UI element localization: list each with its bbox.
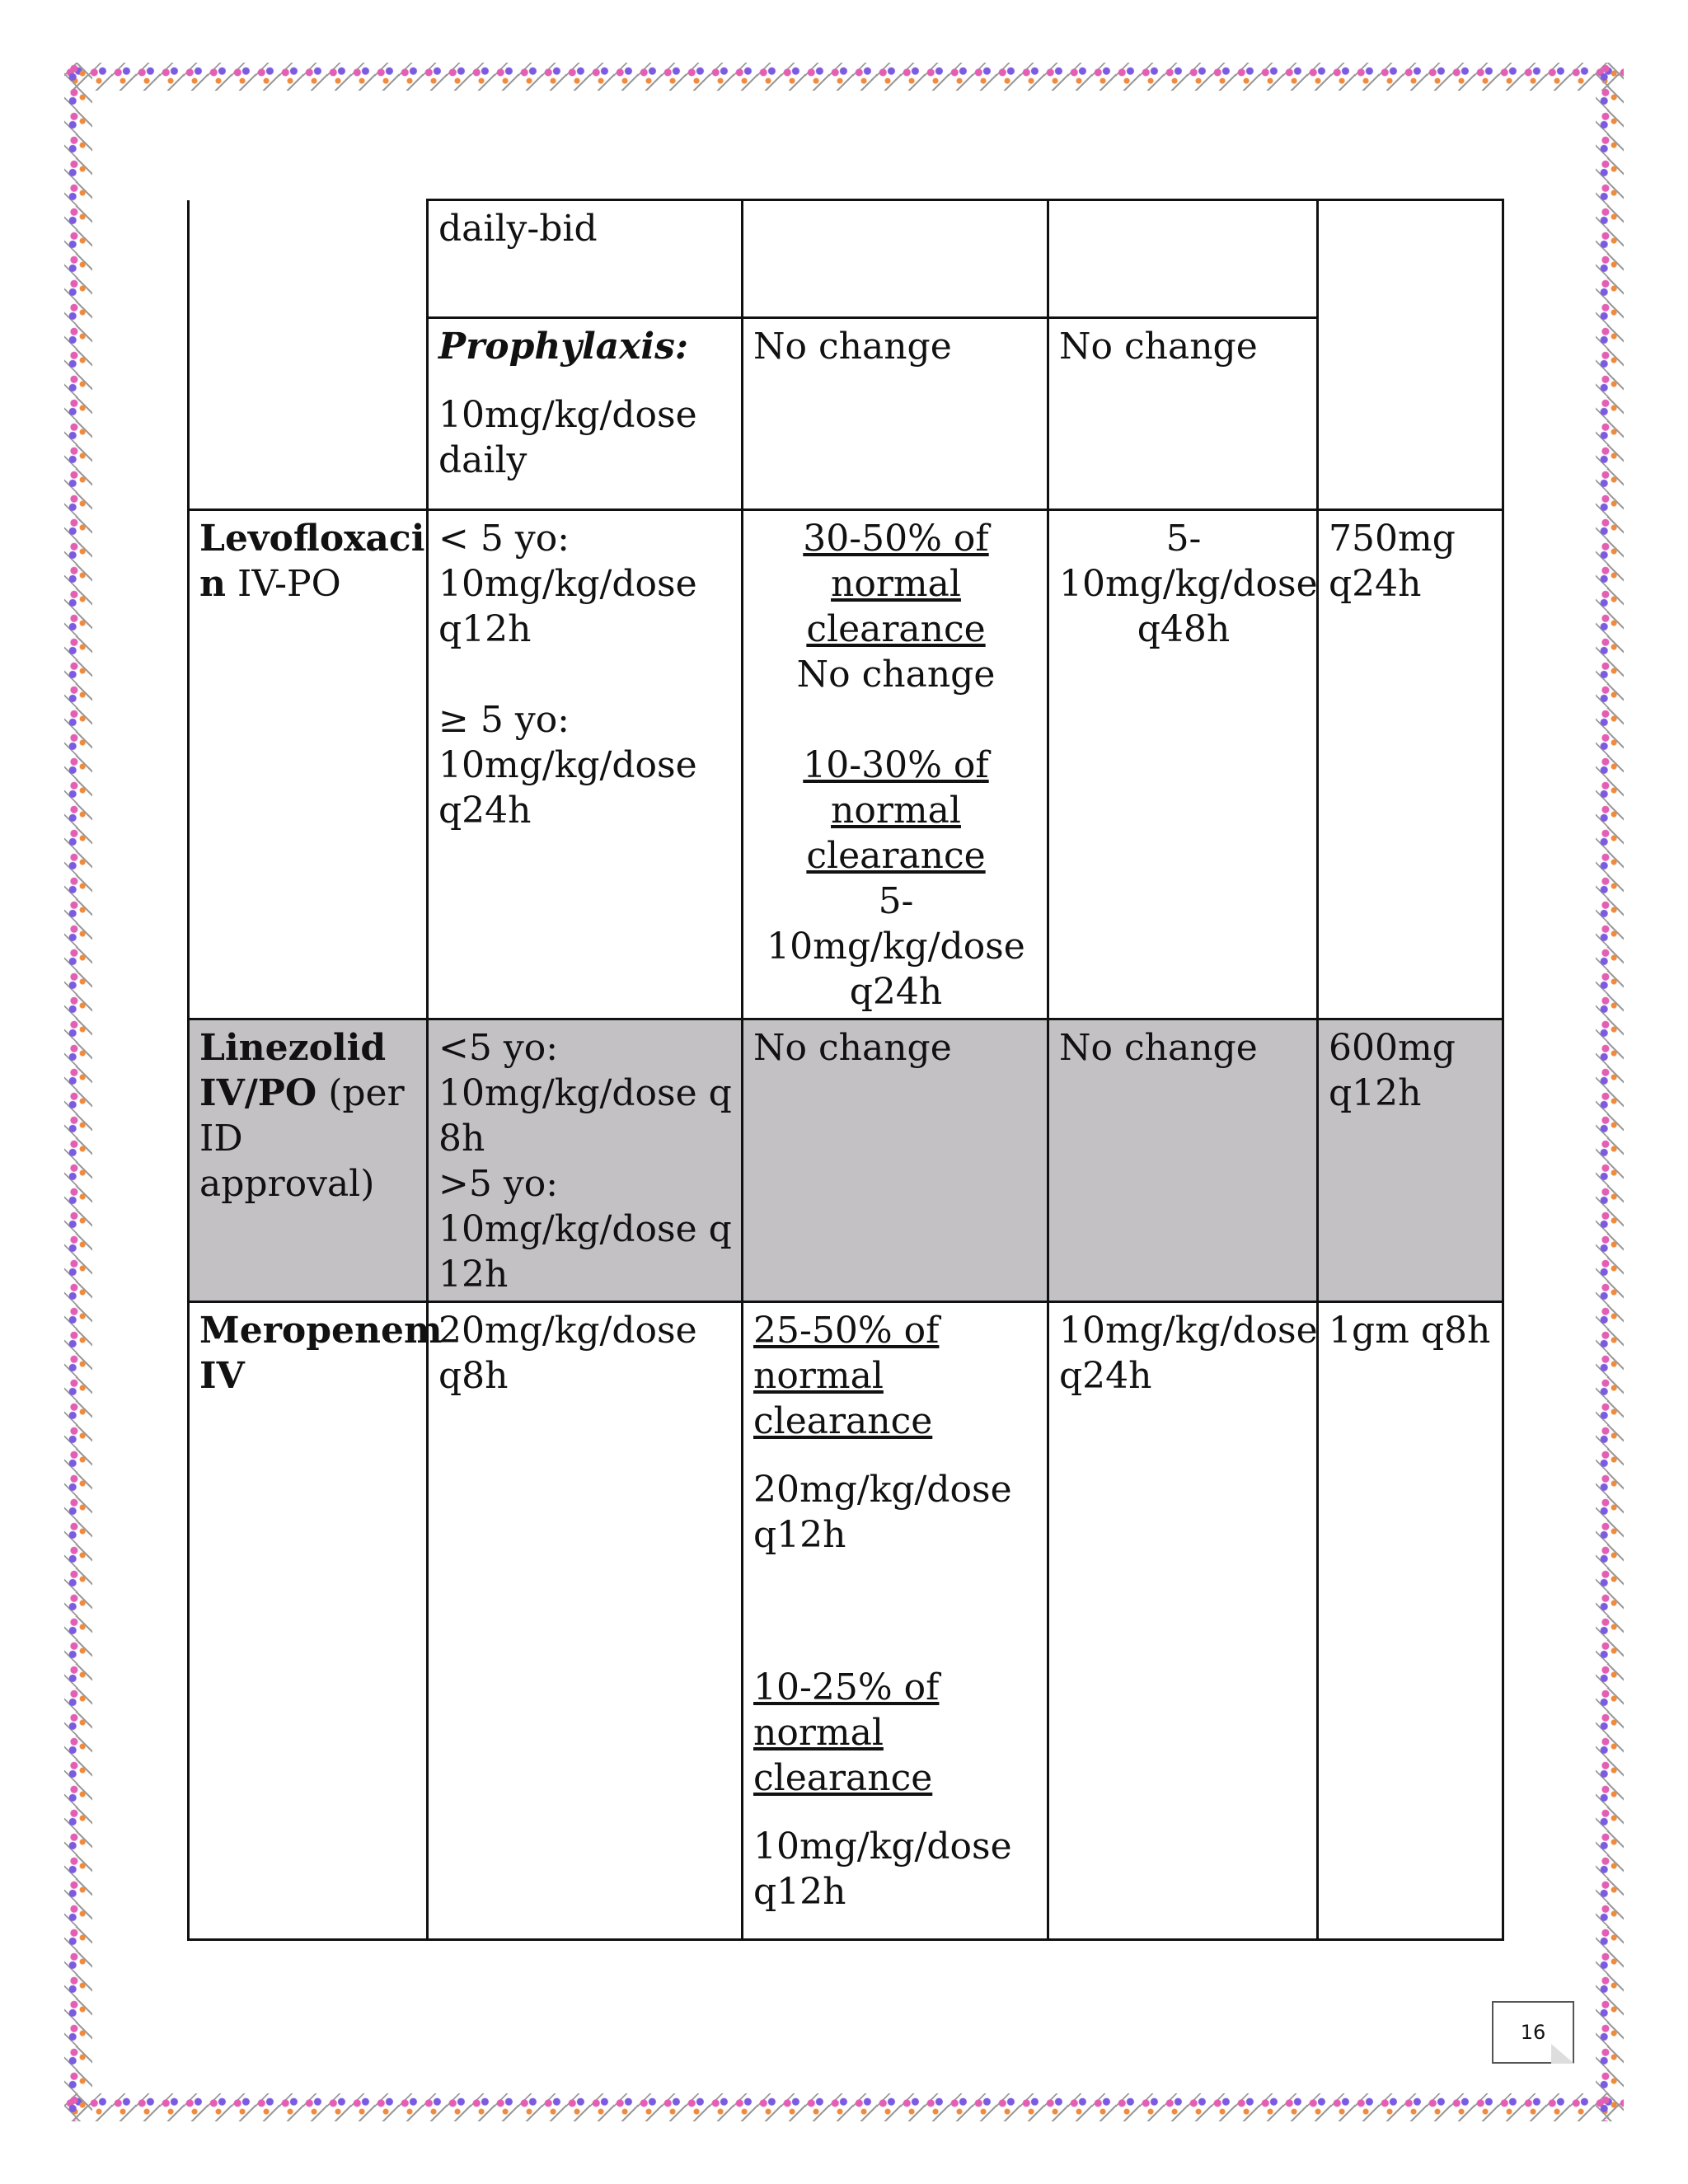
clearance-range-heading: 10-30% of normal clearance <box>803 744 989 877</box>
clearance-range-heading: 25-50% of normal clearance <box>753 1310 940 1442</box>
pediatric-dose: 10mg/kg/dose <box>438 744 697 786</box>
adult-dose: 750mg q24h <box>1329 518 1456 605</box>
drug-name: Meropenem IV <box>199 1310 443 1397</box>
table-row-levofloxacin <box>189 510 1503 1019</box>
renal-adjustment-cell <box>743 1019 1048 1302</box>
prophylaxis-dose: 10mg/kg/dose daily <box>438 394 697 481</box>
age-group-label: <5 yo: <box>438 1027 559 1069</box>
adult-dose-cell <box>1318 1302 1503 1940</box>
pediatric-dose-cell <box>428 510 743 1019</box>
pediatric-dose-cell <box>428 1019 743 1302</box>
hemodialysis-text: No change <box>1059 326 1258 368</box>
decorative-border-bottom <box>64 2093 1624 2121</box>
pediatric-dose-cell <box>428 1302 743 1940</box>
decorative-border-top <box>64 63 1624 91</box>
renal-dose: No change <box>753 1027 952 1069</box>
pediatric-dose-cell <box>428 200 743 318</box>
decorative-border-right <box>1596 63 1624 2121</box>
renal-adjustment-cell <box>743 1302 1048 1940</box>
drug-name: Linezolid IV/PO <box>199 1027 387 1114</box>
clearance-range-heading: 10-25% of normal clearance <box>753 1666 940 1799</box>
drug-name: Levofloxaci <box>199 518 425 560</box>
page-number <box>1492 2001 1574 2064</box>
pediatric-dose: 20mg/kg/dose q8h <box>438 1310 697 1397</box>
pediatric-dose: 10mg/kg/dose q 12h <box>438 1208 732 1296</box>
renal-adjustment-text: No change <box>753 326 952 368</box>
table-row-meropenem <box>189 1302 1503 1940</box>
hemodialysis-cell <box>1048 318 1318 510</box>
clearance-range-heading: 30-50% of normal clearance <box>803 518 989 650</box>
prophylaxis-label: Prophylaxis: <box>438 326 689 368</box>
drug-route: IV-PO <box>226 563 341 605</box>
pediatric-dose: 10mg/kg/dose q 8h <box>438 1072 732 1160</box>
age-group-label: ≥ 5 yo: <box>438 699 570 741</box>
hemodialysis-cell <box>1048 200 1318 318</box>
drug-name-cell <box>189 200 428 510</box>
pediatric-dose-cell <box>428 318 743 510</box>
drug-note: (per ID approval) <box>199 1072 405 1205</box>
age-group-label: < 5 yo: <box>438 518 570 560</box>
hemodialysis-dose: No change <box>1059 1027 1258 1069</box>
hemodialysis-dose: 5-10mg/kg/dose q48h <box>1059 518 1318 650</box>
pediatric-dose-text: daily-bid <box>438 208 598 250</box>
renal-dose: 10mg/kg/dose q12h <box>753 1825 1012 1913</box>
age-group-label: >5 yo: <box>438 1163 559 1205</box>
decorative-border-left <box>64 63 92 2121</box>
adult-dose-cell <box>1318 1019 1503 1302</box>
adult-dose-cell <box>1318 200 1503 510</box>
hemodialysis-dose: 10mg/kg/dose q24h <box>1059 1310 1318 1397</box>
adult-dose-cell <box>1318 510 1503 1019</box>
pediatric-dose: 10mg/kg/dose <box>438 563 697 605</box>
adult-dose: 1gm q8h <box>1329 1310 1491 1352</box>
renal-dose: 20mg/kg/dose q12h <box>753 1469 1012 1556</box>
drug-name-cell <box>189 1019 428 1302</box>
page-number-text: 16 <box>1520 2021 1546 2044</box>
renal-dose: 5-10mg/kg/dose q24h <box>767 880 1025 1013</box>
adult-dose: 600mg q12h <box>1329 1027 1456 1114</box>
table-row <box>189 200 1503 318</box>
pediatric-frequency: q24h <box>438 790 532 832</box>
renal-adjustment-cell <box>743 510 1048 1019</box>
hemodialysis-cell <box>1048 510 1318 1019</box>
drug-name-cell <box>189 510 428 1019</box>
drug-name-cell <box>189 1302 443 1940</box>
pediatric-frequency: q12h <box>438 608 532 650</box>
drug-name-wrap: n <box>199 563 226 605</box>
dosing-table <box>187 199 1504 1941</box>
renal-dose: No change <box>796 654 996 696</box>
hemodialysis-cell <box>1048 1302 1318 1940</box>
hemodialysis-cell <box>1048 1019 1318 1302</box>
renal-adjustment-cell <box>743 200 1048 318</box>
table-row-linezolid <box>189 1019 1503 1302</box>
renal-adjustment-cell <box>743 318 1048 510</box>
